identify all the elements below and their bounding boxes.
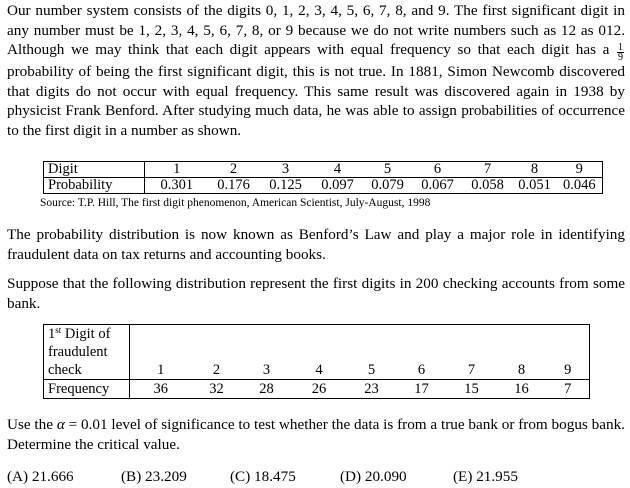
choice-c[interactable]: (C) 18.475 [230,468,296,485]
probability-cell: 0.176 [217,177,250,193]
probability-cell: 0.051 [518,177,551,193]
label-one: 1 [48,326,56,342]
frequency-row [44,380,590,399]
probability-row [44,178,603,194]
choice-a[interactable]: (A) 21.666 [7,468,74,485]
choice-d[interactable]: (D) 20.090 [340,468,407,485]
question-post: level of significance to test whether the data is from a true bank or from bogus bank. Determine the critical value. [7,416,625,453]
digit-label-line2: fraudulent [44,343,130,361]
probability-cell: 0.046 [562,177,596,193]
digit-cell: 6 [413,162,463,178]
alpha-symbol: α [56,416,65,433]
digit-cell: 6 [417,361,426,378]
frequency-cell: 28 [242,380,292,399]
digit-cell: 7 [463,162,513,178]
question-eq: = 0.01 [64,416,108,433]
digit-cell: 7 [467,361,476,378]
probability-cell: 0.067 [421,177,454,193]
fraudulent-frequency-table [43,324,590,399]
digit-cell: 1 [145,162,209,178]
probability-cell: 0.097 [321,177,354,193]
digit-cell: 1 [157,361,165,378]
frequency-cell: 26 [292,380,347,399]
label-sup: st [55,325,62,335]
label-rest: Digit of [61,326,111,342]
frequency-cell: 17 [397,380,447,399]
probability-cell: 0.079 [371,177,404,193]
intro-text-part1: Our number system consists of the digits 0, 1, 2, 3, 4, 5, 6, 7, 8, and 9. The first significant digit in any number must be 1, 2, 3, 4, 5, 6, 7, 8, or 9 because we do not write numbers such as 12 as 012. Although we may think that each digit appears with equal frequency so that each digit has a [7,2,625,59]
frequency-cell: 7 [547,380,590,399]
digit-label-line3: check [44,361,130,380]
fraction-denominator: 9 [618,52,623,64]
digit-cell: 5 [367,361,376,378]
fraction-numerator: 1 [618,42,623,54]
digit-cell: 9 [557,162,603,178]
choice-b[interactable]: (B) 23.209 [121,468,187,485]
digit-row [44,162,603,178]
digit-cell: 5 [363,162,413,178]
probability-cell: 0.058 [471,177,504,193]
intro-paragraph [7,1,625,141]
digit-cell: 4 [313,162,363,178]
frequency-cell: 32 [192,380,242,399]
table-source-citation: Source: T.P. Hill, The first digit phenomenon, American Scientist, July-August, 1998 [40,197,431,209]
digit-cell: 3 [262,361,271,378]
digit-label-line1 [44,325,130,344]
digit-cell: 9 [564,361,572,378]
digit-label-row-1 [44,325,590,344]
question-pre: Use the [7,416,57,433]
digit-cell: 2 [212,361,221,378]
frequency-cell: 16 [497,380,547,399]
benford-law-paragraph: The probability distribution is now known as Benford’s Law and play a major role in identifying fraudulent data on tax returns and accounting books. [7,226,625,263]
digit-cell: 3 [259,162,313,178]
frequency-cell: 36 [130,380,192,399]
frequency-row-label: Frequency [44,380,130,399]
benford-probability-table [43,161,603,194]
frequency-cell: 15 [447,380,497,399]
probability-cell: 0.301 [160,177,194,193]
digit-row [44,361,590,380]
probability-cell: 0.125 [269,177,302,193]
digit-cell: 8 [513,162,557,178]
intro-text-part2: probability of being the first significant digit, this is not true. In 1881, Simon Newcomb discovered that digits do not occur with equal frequency. This same result was discovered again in 1938 by physicist Frank Benford. After studying much data, he was able to assign probabilities of occurrence to the first digit in a number as shown. [7,63,625,139]
one-ninth-fraction [617,43,624,62]
probability-row-label: Probability [44,178,145,194]
frequency-cell: 23 [347,380,397,399]
choice-e[interactable]: (E) 21.955 [453,468,518,485]
checking-accounts-paragraph: Suppose that the following distribution represent the first digits in 200 checking accounts from some bank. [7,275,625,312]
question-paragraph [7,415,625,454]
digit-cell: 2 [209,162,259,178]
digit-label-row-2 [44,343,590,361]
digit-cell: 4 [315,361,323,378]
digit-row-label: Digit [44,162,145,178]
digit-cell: 8 [517,361,526,378]
